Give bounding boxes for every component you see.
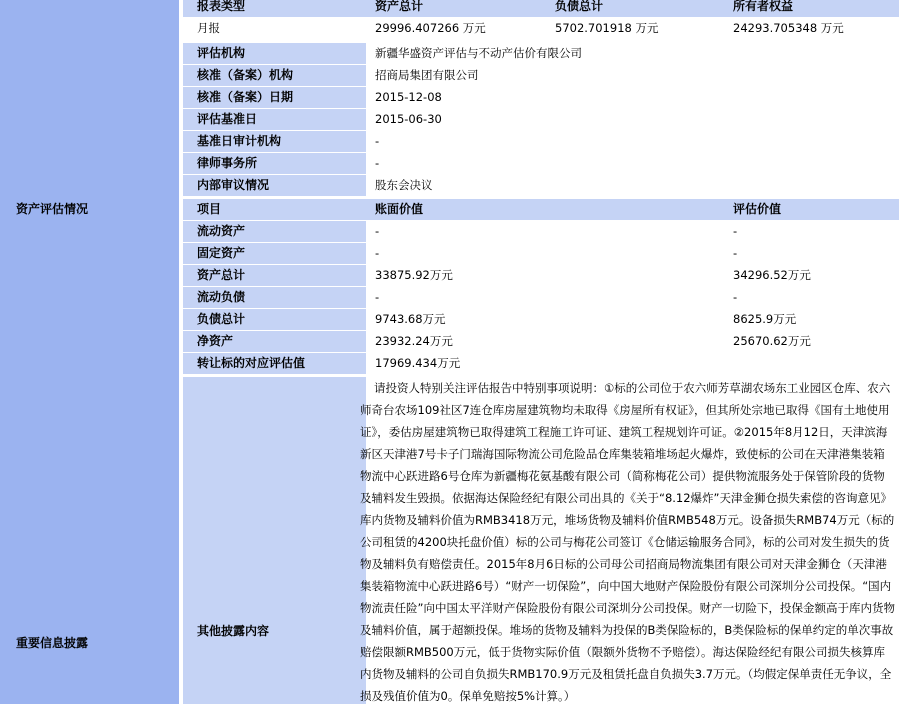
eval-value: - xyxy=(733,246,738,260)
valuation-header-row xyxy=(183,199,899,220)
info-label: 评估机构 xyxy=(183,43,366,64)
info-value: 股东会决议 xyxy=(375,178,433,192)
book-value-header: 账面价值 xyxy=(375,202,424,216)
valuation-label: 流动负债 xyxy=(183,287,366,308)
owner-equity-value: 24293.705348 万元 xyxy=(733,21,844,35)
total-assets-header: 资产总计 xyxy=(375,0,424,13)
info-value: - xyxy=(375,156,380,170)
eval-value: 8625.9万元 xyxy=(733,312,797,326)
other-disclosure-label: 其他披露内容 xyxy=(197,624,270,638)
section-important-disclosure-label: 重要信息披露 xyxy=(16,636,89,650)
report-type-header: 报表类型 xyxy=(197,0,246,13)
eval-value-header: 评估价值 xyxy=(733,202,782,216)
eval-value: - xyxy=(733,224,738,238)
valuation-label: 固定资产 xyxy=(183,243,366,264)
info-value: 招商局集团有限公司 xyxy=(375,68,479,82)
info-value: 2015-12-08 xyxy=(375,90,442,104)
eval-value: 25670.62万元 xyxy=(733,334,811,348)
book-value: 23932.24万元 xyxy=(375,334,453,348)
other-disclosure-text: 请投资人特别关注评估报告中特别事项说明：①标的公司位于农六师芳草湖农场东工业园区仓库、农六师奇台农场109社区7连仓库房屋建筑物均未取得《房屋所有权证》，但其所处宗地已取得《国有土地使用证》，委估房屋建筑物已取得建筑工程施工许可证、建筑工程规划许可证。②2015年8月12日，天津滨海新区天津港7号卡子门瑞海国际物流公司危险品仓库集装箱堆场起火爆炸，致使标的公司在天津港集装箱物流中心跃进路6号仓库为新疆梅花氨基酸有限公司（简称梅花公司）提供物流服务处于保管阶段的货物及辅料发生毁损。依据海达保险经纪有限公司出具的《关于“8.12爆炸”天津金狮仓损失索偿的咨询意见》库内货物及辅料价值为RMB3418万元，堆场货物及辅料价值RMB548万元。设备损失RMB74万元（标的公司租赁的4200块托盘价值）标的公司与梅花公司签订《仓储运输服务合同》，标的公司对发生损失的货物及辅料负有赔偿责任。2015年8月6日标的公司母公司招商局物流集团有限公司对天津金狮仓（天津港集装箱物流中心跃进路6号）“财产一切保险”，向中国大地财产保险股份有限公司深圳分公司投保。“国内物流责任险”向中国太平洋财产保险股份有限公司深圳分公司投保。财产一切险下，投保金额高于库内货物及辅料价值，属于超额投保。堆场的货物及辅料为投保的B类保险标的，B类保险标的保单约定的单次事故赔偿限额RMB500万元，低于货物实际价值（限额外货物不予赔偿）。海达保险经纪有限公司损失核算库内货物及辅料的公司自负损失RMB170.9万元及租赁托盘自负损失3.7万元。（均假定保单责任无争议，全损及残值价值为0。保单免赔按5%计算。） xyxy=(360,381,895,703)
book-value: - xyxy=(375,290,380,304)
eval-value: 34296.52万元 xyxy=(733,268,811,282)
info-label: 核准（备案）日期 xyxy=(183,87,366,108)
info-label: 核准（备案）机构 xyxy=(183,65,366,86)
total-liabilities-header: 负债总计 xyxy=(555,0,604,13)
eval-value: - xyxy=(733,290,738,304)
section-asset-eval-label: 资产评估情况 xyxy=(16,202,89,216)
info-label: 内部审议情况 xyxy=(183,175,366,196)
total-liabilities-value: 5702.701918 万元 xyxy=(555,21,659,35)
valuation-item-header: 项目 xyxy=(197,202,222,216)
total-assets-value: 29996.407266 万元 xyxy=(375,21,486,35)
valuation-label: 转让标的对应评估值 xyxy=(183,353,366,374)
info-label: 评估基准日 xyxy=(183,109,366,130)
book-value: - xyxy=(375,224,380,238)
valuation-label: 资产总计 xyxy=(183,265,366,286)
book-value: 33875.92万元 xyxy=(375,268,453,282)
valuation-label: 流动资产 xyxy=(183,221,366,242)
book-value: 9743.68万元 xyxy=(375,312,446,326)
book-value: 17969.434万元 xyxy=(375,356,461,370)
valuation-label: 负债总计 xyxy=(183,309,366,330)
owner-equity-header: 所有者权益 xyxy=(733,0,794,13)
info-value: 2015-06-30 xyxy=(375,112,442,126)
left-column xyxy=(0,0,179,704)
info-value: 新疆华盛资产评估与不动产估价有限公司 xyxy=(375,46,582,60)
book-value: - xyxy=(375,246,380,260)
other-disclosure-label-cell xyxy=(183,377,366,704)
info-label: 基准日审计机构 xyxy=(183,131,366,152)
info-label: 律师事务所 xyxy=(183,153,366,174)
valuation-label: 净资产 xyxy=(183,331,366,352)
info-value: - xyxy=(375,134,380,148)
report-type-value: 月报 xyxy=(197,21,220,35)
